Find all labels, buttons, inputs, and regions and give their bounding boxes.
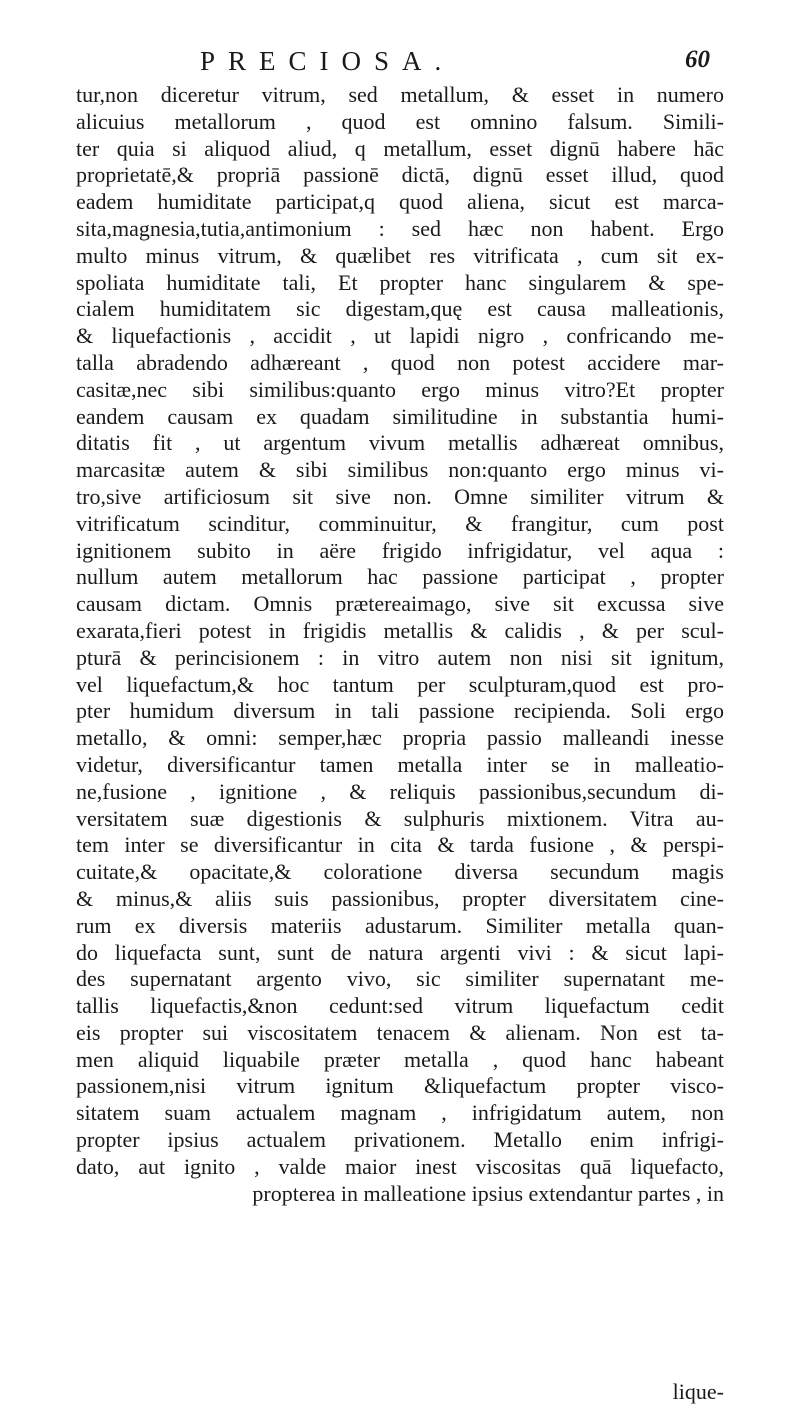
page-number: 60 xyxy=(685,46,710,73)
text-line: pter humidum diversum in tali passione recipienda. Soli ergo xyxy=(76,698,724,724)
text-line: eandem causam ex quadam similitudine in substantia humi- xyxy=(76,403,724,429)
page-header xyxy=(200,46,710,82)
text-line: vitrificatum scinditur, comminuitur, & frangitur, cum post xyxy=(76,510,724,536)
text-line: sita,magnesia,tutia,antimonium : sed hæc non habent. Ergo xyxy=(76,215,724,241)
text-line: des supernatant argento vivo, sic similiter supernatant me- xyxy=(76,966,724,992)
running-title: PRECIOSA. xyxy=(200,46,455,76)
text-line: tur,non diceretur vitrum, sed metallum, & esset in numero xyxy=(76,82,724,107)
text-line: ter quia si aliquod aliud, q metallum, esset dignū habere hāc xyxy=(76,135,724,161)
body-text xyxy=(76,82,724,1207)
text-line: proprietatē,& propriā passionē dictā, dignū esset illud, quod xyxy=(76,162,724,188)
text-line: propter ipsius actualem privationem. Metallo enim infrigi- xyxy=(76,1127,724,1153)
text-line: ne,fusione , ignitione , & reliquis passionibus,secundum di- xyxy=(76,778,724,804)
text-line: metallo, & omni: semper,hæc propria passio malleandi inesse xyxy=(76,725,724,751)
text-line: eis propter sui viscositatem tenacem & alienam. Non est ta- xyxy=(76,1019,724,1045)
text-line: videtur, diversificantur tamen metalla inter se in malleatio- xyxy=(76,751,724,777)
text-line: tallis liquefactis,&non cedunt:sed vitrum liquefactum cedit xyxy=(76,993,724,1019)
text-line: dato, aut ignito , valde maior inest viscositas quā liquefacto, xyxy=(76,1153,724,1179)
text-line: talla abradendo adhæreant , quod non potest accidere mar- xyxy=(76,349,724,375)
text-line: & minus,& aliis suis passionibus, propter diversitatem cine- xyxy=(76,885,724,911)
text-line: propterea in malleatione ipsius extendantur partes , in xyxy=(252,1180,724,1206)
text-line: marcasitæ autem & sibi similibus non:quanto ergo minus vi- xyxy=(76,457,724,483)
text-line: multo minus vitrum, & quælibet res vitrificata , cum sit ex- xyxy=(76,242,724,268)
text-line: rum ex diversis materiis adustarum. Similiter metalla quan- xyxy=(76,912,724,938)
text-line: passionem,nisi vitrum ignitum &liquefactum propter visco- xyxy=(76,1073,724,1099)
text-line: exarata,fieri potest in frigidis metallis & calidis , & per scul- xyxy=(76,617,724,643)
text-line: cuitate,& opacitate,& coloratione diversa secundum magis xyxy=(76,859,724,885)
text-line: tem inter se diversificantur in cita & tarda fusione , & perspi- xyxy=(76,832,724,858)
text-line: alicuius metallorum , quod est omnino falsum. Simili- xyxy=(76,108,724,134)
text-line: men aliquid liquabile præter metalla , quod hanc habeant xyxy=(76,1046,724,1072)
text-line: ignitionem subito in aëre frigido infrigidatur, vel aqua : xyxy=(76,537,724,563)
text-line: versitatem suæ digestionis & sulphuris mixtionem. Vitra au- xyxy=(76,805,724,831)
text-line: vel liquefactum,& hoc tantum per sculpturam,quod est pro- xyxy=(76,671,724,697)
text-line: cialem humiditatem sic digestam,quę est causa malleationis, xyxy=(76,296,724,322)
text-line: sitatem suam actualem magnam , infrigidatum autem, non xyxy=(76,1100,724,1126)
text-line: nullum autem metallorum hac passione participat , propter xyxy=(76,564,724,590)
text-line: ditatis fit , ut argentum vivum metallis adhæreat omnibus, xyxy=(76,430,724,456)
text-line: do liquefacta sunt, sunt de natura argenti vivi : & sicut lapi- xyxy=(76,939,724,965)
text-line: & liquefactionis , accidit , ut lapidi nigro , confricando me- xyxy=(76,323,724,349)
text-line: pturā & perincisionem : in vitro autem non nisi sit ignitum, xyxy=(76,644,724,670)
text-line: causam dictam. Omnis prætereaimago, sive sit excussa sive xyxy=(76,591,724,617)
text-line: casitæ,nec sibi similibus:quanto ergo minus vitro?Et propter xyxy=(76,376,724,402)
text-line: tro,sive artificiosum sit sive non. Omne similiter vitrum & xyxy=(76,483,724,509)
text-line: eadem humiditate participat,q quod aliena, sicut est marca- xyxy=(76,189,724,215)
catchword: lique- xyxy=(672,1379,724,1404)
text-line: spoliata humiditate tali, Et propter hanc singularem & spe- xyxy=(76,269,724,295)
